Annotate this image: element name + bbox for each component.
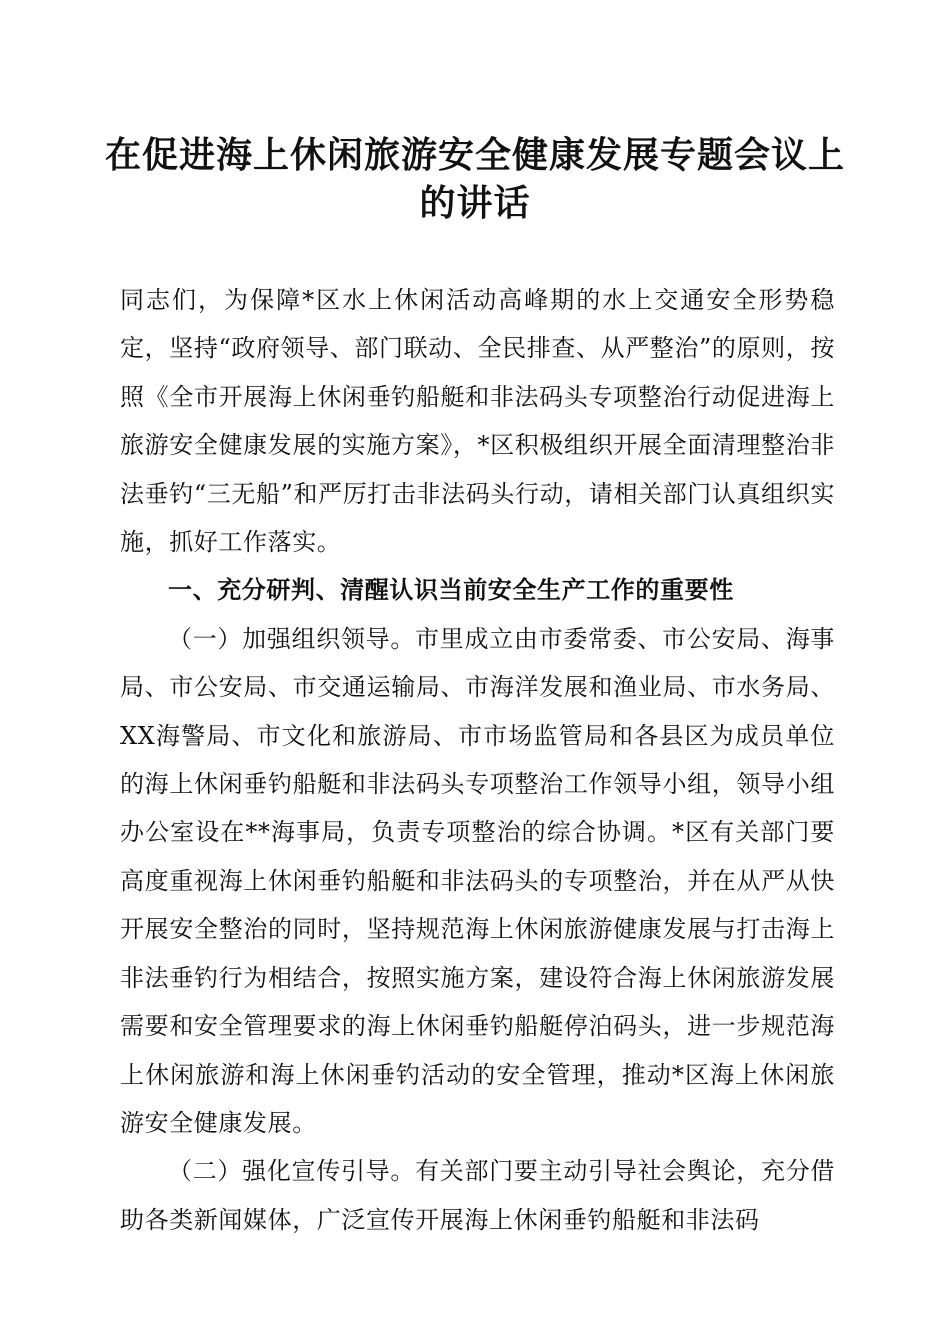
title-line-1: 在促进海上休闲旅游安全健康发展专题会议上 [104,135,845,176]
item-2-lead: （二）强化宣传引导。 [168,1157,416,1186]
intro-paragraph: 同志们，为保障*区水上休闲活动高峰期的水上交通安全形势稳定，坚持“政府领导、部门联动、全民排查、从严整治”的原则，按照《全市开展海上休闲垂钓船艇和非法码头专项整治行动促进海上旅游安全健康发展的实施方案》，*区积极组织开展全面清理整治非法垂钓“三无船”和严厉打击非法码头行动，请相关部门认真组织实施，抓好工作落实。 [120,286,835,557]
item-2-text: 有关部门要主动引导社会舆论，充分借助各类新闻媒体，广泛宣传开展海上休闲垂钓船艇和非法码 [120,1157,835,1234]
item-1-paragraph [120,615,835,1147]
item-1-text: 市里成立由市委常委、市公安局、海事局、市公安局、市交通运输局、市海洋发展和渔业局、市水务局、XX海警局、市文化和旅游局、市市场监管局和各县区为成员单位的海上休闲垂钓船艇和非法码头专项整治工作领导小组，领导小组办公室设在**海事局，负责专项整治的综合协调。*区有关部门要高度重视海上休闲垂钓船艇和非法码头的专项整治，并在从严从快开展安全整治的同时，坚持规范海上休闲旅游健康发展与打击海上非法垂钓行为相结合，按照实施方案，建设符合海上休闲旅游发展需要和安全管理要求的海上休闲垂钓船艇停泊码头，进一步规范海上休闲旅游和海上休闲垂钓活动的安全管理，推动*区海上休闲旅游安全健康发展。 [120,624,835,1137]
document-body [120,276,835,1244]
document-title [100,132,850,228]
title-line-2: 的讲话 [419,183,531,224]
item-2-paragraph [120,1147,835,1244]
item-1-lead: （一）加强组织领导。 [168,624,416,653]
section-1-heading: 一、充分研判、清醒认识当前安全生产工作的重要性 [168,576,734,605]
